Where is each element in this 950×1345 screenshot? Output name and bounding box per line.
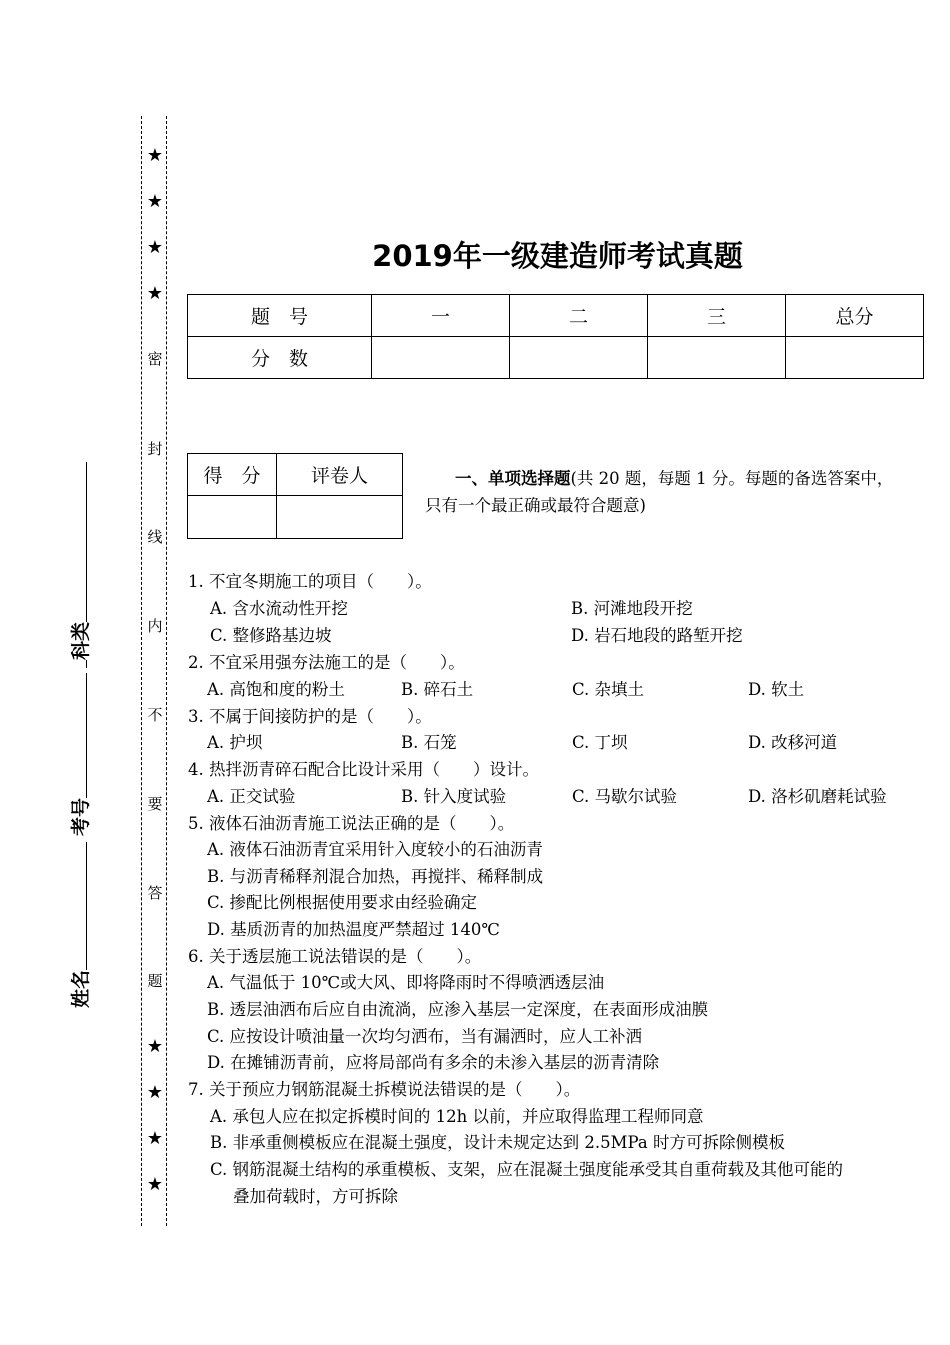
star-icon: ★	[146, 1174, 164, 1195]
question-option: D. 软土	[748, 680, 805, 699]
question-option: A. 正交试验	[207, 787, 296, 806]
question-option: A. 液体石油沥青宜采用针入度较小的石油沥青	[207, 840, 543, 859]
question-option: C. 杂填土	[572, 680, 645, 699]
side-field-exam-no: 考号	[66, 673, 93, 836]
question-option: A. 高饱和度的粉土	[207, 680, 345, 699]
question-option: B. 与沥青稀释剂混合加热，再搅拌、稀释制成	[207, 867, 544, 886]
star-icon: ★	[146, 283, 164, 304]
question-option: C. 应按设计喷油量一次均匀洒布，当有漏洒时，应人工补洒	[207, 1027, 643, 1046]
grader-name-cell[interactable]	[277, 496, 403, 539]
question-option: C. 掺配比例根据使用要求由经验确定	[207, 893, 478, 912]
score-cell[interactable]	[510, 337, 648, 379]
question-option: C. 钢筋混凝土结构的承重模板、支架，应在混凝土强度能承受其自重荷载及其他可能的	[210, 1160, 844, 1179]
question-option: C. 整修路基边坡	[210, 626, 332, 645]
question-stem: 2. 不宜采用强夯法施工的是（ ）。	[188, 653, 465, 672]
question-stem: 4. 热拌沥青碎石配合比设计采用（ ）设计。	[188, 760, 539, 779]
question-option: A. 护坝	[207, 733, 263, 752]
question-option-continued: 叠加荷载时，方可拆除	[233, 1187, 398, 1206]
question-stem: 1. 不宜冬期施工的项目（ ）。	[188, 572, 432, 591]
score-cell[interactable]	[372, 337, 510, 379]
question-stem: 5. 液体石油沥青施工说法正确的是（ ）。	[188, 814, 515, 833]
score-row-label: 分 数	[188, 337, 372, 379]
seal-char: 内	[147, 617, 163, 635]
score-col-2: 二	[510, 295, 648, 337]
question-option: B. 透层油洒布后应自由流淌，应渗入基层一定深度，在表面形成油膜	[207, 1000, 709, 1019]
section-title: 一、单项选择题	[455, 469, 571, 488]
question-option: A. 气温低于 10℃或大风、即将降雨时不得喷洒透层油	[207, 973, 605, 992]
question-option: B. 石笼	[401, 733, 457, 752]
score-col-1: 一	[372, 295, 510, 337]
section-heading	[455, 469, 893, 489]
side-field-subject: 科类	[66, 462, 93, 668]
seal-char: 不	[147, 706, 163, 724]
side-field-name: 姓名	[66, 842, 93, 1008]
grader-score-cell[interactable]	[188, 496, 277, 539]
section-desc: (共 20 题，每题 1 分。每题的备选答案中，	[570, 469, 894, 488]
question-option: C. 马歇尔试验	[572, 787, 678, 806]
star-icon: ★	[146, 1128, 164, 1149]
binding-dashed-line-right	[166, 116, 167, 1226]
score-col-total: 总分	[786, 295, 924, 337]
question-option: D. 在摊铺沥青前，应将局部尚有多余的未渗入基层的沥青清除	[207, 1053, 660, 1072]
question-option: B. 非承重侧模板应在混凝土强度，设计未规定达到 2.5MPa 时方可拆除侧模板	[210, 1133, 785, 1152]
question-option: B. 河滩地段开挖	[571, 599, 693, 618]
score-header-label: 题 号	[188, 295, 372, 337]
grader-score-label: 得 分	[188, 454, 277, 496]
star-icon: ★	[146, 1036, 164, 1057]
seal-char: 密	[147, 350, 163, 368]
question-option: A. 承包人应在拟定拆模时间的 12h 以前，并应取得监理工程师同意	[210, 1107, 704, 1126]
question-option: D. 岩石地段的路堑开挖	[571, 626, 743, 645]
star-icon: ★	[146, 1082, 164, 1103]
seal-char: 要	[147, 795, 163, 813]
question-option: B. 针入度试验	[401, 787, 507, 806]
grader-label: 评卷人	[277, 454, 403, 496]
question-stem: 3. 不属于间接防护的是（ ）。	[188, 707, 432, 726]
score-col-3: 三	[648, 295, 786, 337]
question-option: A. 含水流动性开挖	[210, 599, 348, 618]
question-stem: 6. 关于透层施工说法错误的是（ ）。	[188, 947, 482, 966]
binding-dashed-line-left	[141, 116, 142, 1226]
score-table	[187, 294, 924, 379]
star-icon: ★	[146, 237, 164, 258]
question-option: D. 改移河道	[748, 733, 838, 752]
seal-char: 题	[147, 972, 163, 990]
question-option: D. 洛杉矶磨耗试验	[748, 787, 887, 806]
seal-char: 线	[147, 528, 163, 546]
question-stem: 7. 关于预应力钢筋混凝土拆模说法错误的是（ ）。	[188, 1080, 581, 1099]
question-option: C. 丁坝	[572, 733, 628, 752]
section-desc-2: 只有一个最正确或最符合题意)	[425, 496, 646, 515]
star-icon: ★	[146, 145, 164, 166]
score-cell[interactable]	[648, 337, 786, 379]
grader-table	[187, 453, 403, 539]
page-title: 2019年一级建造师考试真题	[372, 239, 743, 273]
seal-char: 答	[147, 884, 163, 902]
question-option: B. 碎石土	[401, 680, 474, 699]
seal-char: 封	[147, 440, 163, 458]
score-cell[interactable]	[786, 337, 924, 379]
question-option: D. 基质沥青的加热温度严禁超过 140℃	[207, 920, 500, 939]
star-icon: ★	[146, 191, 164, 212]
